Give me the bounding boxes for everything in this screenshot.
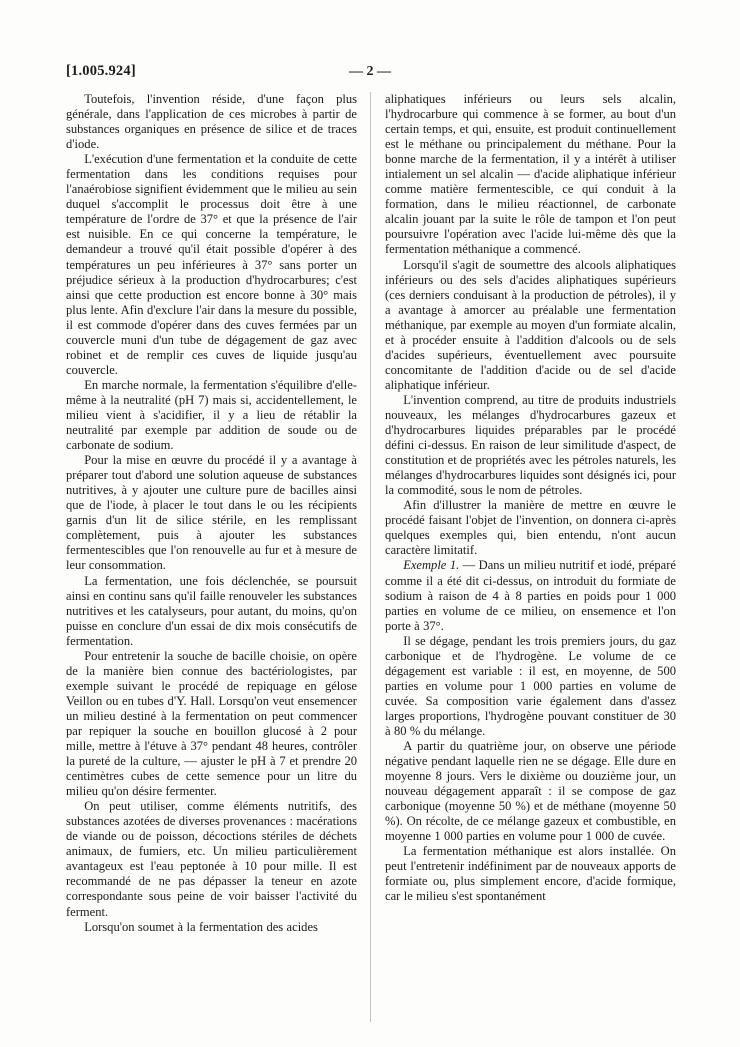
paragraph: Lorsqu'on soumet à la fermentation des acides	[84, 919, 318, 934]
paragraph: L'exécution d'une fermentation et la conduite de cette fermentation dans les conditions requises pour l'anaérobiose signifient évidemment que le milieu au sein duquel s'accomplit le processus doit être à une température de l'ordre de 37° et que la présence de l'air est nuisible. En ce qui concerne la température, le demandeur a trouvé qu'il était possible d'opérer à des températures un peu inférieures à 37° sans porter un préjudice sérieux à la production d'hydrocarbures; c'est ainsi que cette production est encore bonne à 30° mais plus lente. Afin d'exclure l'air dans la mesure du possible, il est commode d'opérer dans des cuves fermées par un couvercle muni d'un tube de dégagement de gaz avec robinet et de remplir ces cuves de liquide jusqu'au couvercle.	[66, 152, 357, 377]
paragraph: Toutefois, l'invention réside, d'une façon plus générale, dans l'application de ces microbes à partir de substances organiques en présence de silice et de traces d'iode.	[66, 92, 357, 152]
paragraph: Pour entretenir la souche de bacille choisie, on opère de la manière bien connue des bactériologistes, par exemple suivant le procédé de repiquage en gélose Veillon ou en tubes d'Y. Hall. Lorsqu'on veut ensemencer un milieu destiné à la fermentation on peut commencer par repiquer la souche en bouillon glucosé à 2 pour mille, mettre à l'étuve à 37° pendant 48 heures, contrôler la pureté de la culture, — ajuster le pH à 7 et prendre 20 centimètres cubes de cette semence pour un litre du milieu qu'on désire fermenter.	[66, 648, 357, 799]
paragraph: Lorsqu'il s'agit de soumettre des alcools aliphatiques inférieurs ou des sels d'acides aliphatiques supérieurs (ces derniers conduisant à la production de pétroles), il y a avantage à amorcer au préalable une fermentation méthanique, par exemple au moyen d'un formiate alcalin, et à procéder ensuite à l'addition d'alcools ou de sels d'acides supérieurs, éventuellement avec poursuite concomitante de l'addition d'acide ou de sel d'acide aliphatique inférieur.	[385, 257, 676, 392]
running-head	[66, 63, 674, 85]
paragraph: A partir du quatrième jour, on observe une période négative pendant laquelle rien ne se dégage. Elle dure en moyenne 8 jours. Vers le dixième ou douzième jour, un nouveau dégagement apparaît : il se compose de gaz carbonique (moyenne 50 %) et de méthane (moyenne 50 %). On récolte, de ce mélange gazeux et combustible, en moyenne 1 000 parties en volume pour 1 000 de cuvée.	[385, 739, 676, 844]
page-folio: — 2 —	[349, 64, 391, 79]
paragraph: Il se dégage, pendant les trois premiers jours, du gaz carbonique et de l'hydrogène. Le volume de ce dégagement est variable : il est, en moyenne, de 500 parties en volume pour 1 000 parties en volume de cuvée. Sa composition varie également dans d'assez larges proportions, l'hydrogène pouvant constituer de 30 à 80 % du mélange.	[385, 633, 676, 738]
example-dash: —	[459, 558, 479, 573]
paragraph-continued: aliphatiques inférieurs ou leurs sels alcalin, l'hydrocarbure qui commence à se former, au bout d'un certain temps, et qui, ensuite, est produit continuellement est le méthane ou principalement du méthane. Pour la bonne marche de la fermentation, il y a intérêt à utiliser intialement un sel alcalin — d'acide aliphatique inférieur comme matière fermentescible, ce qui conduit à la formation, dans le milieu réactionnel, de carbonate alcalin jouant par la suite le rôle de tampon et l'on peut poursuivre l'opération avec l'acide lui-même dès que la fermentation méthanique a commencé.	[385, 92, 676, 257]
example-paragraph	[385, 558, 676, 633]
paragraph: La fermentation méthanique est alors installée. On peut l'entretenir indéfiniment par de nouveaux apports de formiate ou, plus simplement encore, d'acide formique, car le milieu s'est spontanément	[385, 844, 676, 904]
paragraph: La fermentation, une fois déclenchée, se poursuit ainsi en continu sans qu'il faille renouveler les substances nutritives et les catalyseurs, pour autant, du moins, qu'on puisse en conclure d'un essai de dix mois consécutifs de fermentation.	[66, 573, 357, 648]
patent-number: [1.005.924]	[66, 63, 136, 79]
example-body: Dans un milieu nutritif et iodé, préparé comme il a été dit ci-dessus, on introduit du formiate de sodium à raison de 4 à 8 parties en poids pour 1 000 parties en volume de ce milieu, on ensemence et l'on porte à 37°.	[385, 558, 676, 633]
left-column	[66, 92, 357, 1027]
paragraph: L'invention comprend, au titre de produits industriels nouveaux, les mélanges d'hydrocarbures gazeux et d'hydrocarbures liquides préparables par le procédé défini ci-dessus. En raison de leur similitude d'aspect, de constitution et de propriétés avec les pétroles naturels, les mélanges d'hydrocarbures liquides sont désignés ici, pour la commodité, sous le nom de pétroles.	[385, 392, 676, 498]
paragraph: Afin d'illustrer la manière de mettre en œuvre le procédé faisant l'objet de l'invention, on donnera ci-après quelques exemples qui, bien entendu, n'ont aucun caractère limitatif.	[385, 498, 676, 558]
paragraph: On peut utiliser, comme éléments nutritifs, des substances azotées de diverses provenances : macérations de viande ou de poisson, décoctions stériles de déchets animaux, de fumiers, etc. Un milieu particulièrement avantageux est l'eau peptonée à 10 pour mille. Il est recommandé de ne pas dépasser la teneur en azote correspondante sous peine de voir baisser l'activité du ferment.	[66, 799, 357, 919]
right-column	[385, 92, 676, 1027]
example-label: Exemple 1.	[403, 558, 460, 573]
paragraph: En marche normale, la fermentation s'équilibre d'elle-même à la neutralité (pH 7) mais si, accidentellement, le milieu vient à s'acidifier, il y a lieu de rétablir la neutralité par exemple par addition de soude ou de carbonate de sodium.	[66, 377, 357, 453]
two-column-body	[66, 92, 676, 1027]
paragraph: Pour la mise en œuvre du procédé il y a avantage à préparer tout d'abord une solution aqueuse de substances nutritives, à y ajouter une culture pure de bacilles ainsi que de l'iode, à placer le tout dans le ou les récipients garnis d'un lit de silice stérile, en les remplissant complètement, puis à ajouter les substances fermentescibles que l'on renouvelle au fur et à mesure de leur consommation.	[66, 453, 357, 573]
